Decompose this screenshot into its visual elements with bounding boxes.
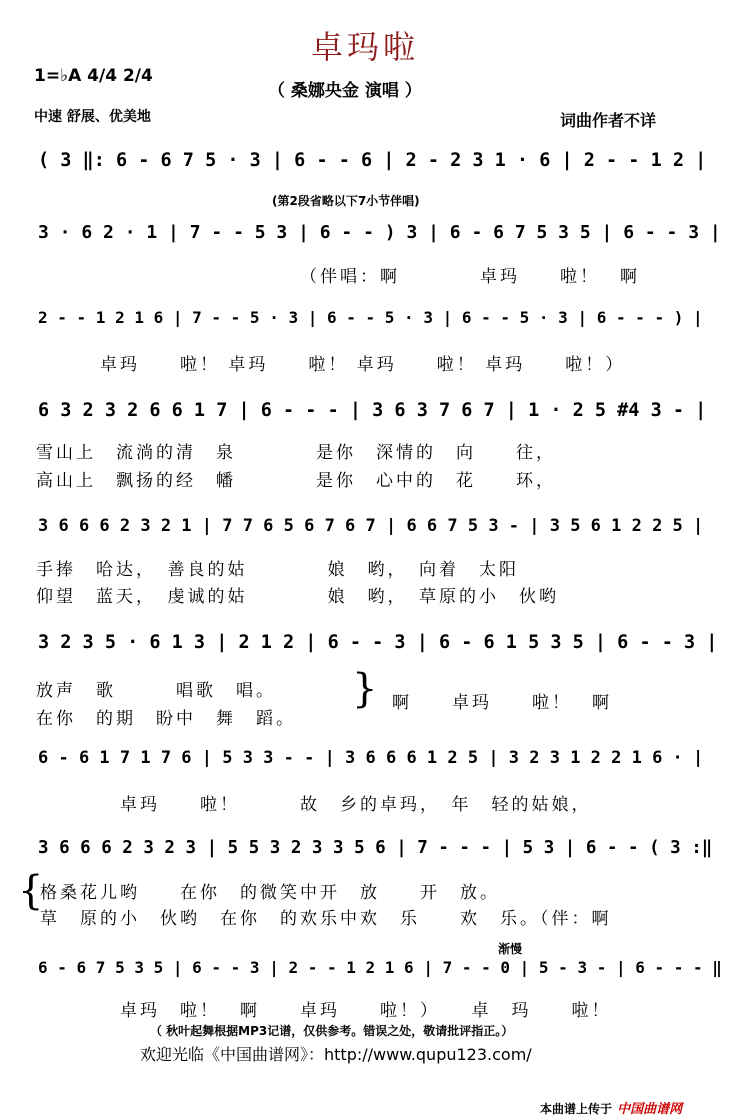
lyric-line: 仰望 蓝天， 虔诚的姑 娘 哟， 草原的小 伙哟 (36, 587, 559, 607)
upload-label: 本曲谱上传于 (540, 1102, 613, 1116)
notation-line: 6 - 6 1 7 1 7 6 | 5 3 3 - - | 3 6 6 6 1 2 5 | 3 2 3 1 2 2 1 6 · | (38, 748, 704, 768)
key-signature: 1=♭A 4/4 2/4 (34, 66, 153, 86)
brace: } (352, 666, 378, 712)
notation-line: 3 · 6 2 · 1 | 7 - - 5 3 | 6 - - ) 3 | 6 - 6 7 5 3 5 | 6 - - 3 | (38, 222, 721, 243)
notation-line: 2 - - 1 2 1 6 | 7 - - 5 · 3 | 6 - - 5 · 3 | 6 - - 5 · 3 | 6 - - - ) | (38, 308, 703, 327)
notation-line: 3 2 3 5 · 6 1 3 | 2 1 2 | 6 - - 3 | 6 - 6 1 5 3 5 | 6 - - 3 | (38, 632, 718, 653)
lyric-line: 在你 的期 盼中 舞 蹈。 (36, 709, 296, 729)
brand-logo: 中国曲谱网 (617, 1102, 683, 1117)
welcome-line: 欢迎光临《中国曲谱网》：http://www.qupu123.com/ (140, 1045, 532, 1064)
lyric-line: （伴唱：啊 卓玛 啦！ 啊 (300, 267, 640, 287)
notation-line: 6 3 2 3 2 6 6 1 7 | 6 - - - | 3 6 3 7 6 7 | 1 · 2 5 #4 3 - | (38, 400, 707, 421)
author-credit: 词曲作者不详 (560, 111, 657, 130)
lyric-line: 雪山上 流淌的清 泉 是你 深情的 向 往， (36, 443, 556, 463)
chorus-lyric: 啊 卓玛 啦！ 啊 (392, 693, 612, 713)
brace: { (18, 868, 44, 914)
notation-line: 3 6 6 6 2 3 2 1 | 7 7 6 5 6 7 6 7 | 6 6 7 5 3 - | 3 5 6 1 2 2 5 | (38, 516, 704, 536)
lyric-line: 草 原的小 伙哟 在你 的欢乐中欢 乐 欢 乐。（伴：啊 (40, 909, 612, 929)
lyric-line: 放声 歌 唱歌 唱。 (36, 681, 276, 701)
page-title: 卓玛啦 (310, 28, 419, 66)
lyric-line: 卓玛 啦！ 故 乡的卓玛， 年 轻的姑娘， (120, 795, 592, 815)
singer-credit: （ 桑娜央金 演唱 ） (268, 81, 422, 101)
tempo-marking: 中速 舒展、优美地 (34, 109, 151, 125)
lyric-line: 手捧 哈达， 善良的姑 娘 哟， 向着 太阳 (36, 560, 519, 580)
lyric-line: 高山上 飘扬的经 幡 是你 心中的 花 环， (36, 471, 556, 491)
notation-line: ( 3 ‖: 6 - 6 7 5 · 3 | 6 - - 6 | 2 - 2 3 1 · 6 | 2 - - 1 2 | (38, 150, 707, 171)
tempo-change-mark: 渐慢 (498, 942, 523, 956)
lyric-line: 格桑花儿哟 在你 的微笑中开 放 开 放。 (40, 883, 500, 903)
disclaimer: （ 秋叶起舞根据MP3记谱，仅供参考。错误之处，敬请批评指正。） (150, 1024, 514, 1038)
notation-line: 3 6 6 6 2 3 2 3 | 5 5 3 2 3 3 5 6 | 7 - - - | 5 3 | 6 - - ( 3 :‖ (38, 838, 713, 858)
lyric-line: 卓玛 啦！ 卓玛 啦！ 卓玛 啦！ 卓玛 啦！） (100, 355, 626, 375)
notation-line: 6 - 6 7 5 3 5 | 6 - - 3 | 2 - - 1 2 1 6 | 7 - - 0 | 5 - 3 - | 6 - - - ‖ (38, 958, 722, 977)
upload-credit (540, 1098, 682, 1117)
accompaniment-note: (第2段省略以下7小节伴唱) (272, 194, 420, 208)
lyric-line: 卓玛 啦！ 啊 卓玛 啦！） 卓 玛 啦！ (120, 1001, 612, 1021)
